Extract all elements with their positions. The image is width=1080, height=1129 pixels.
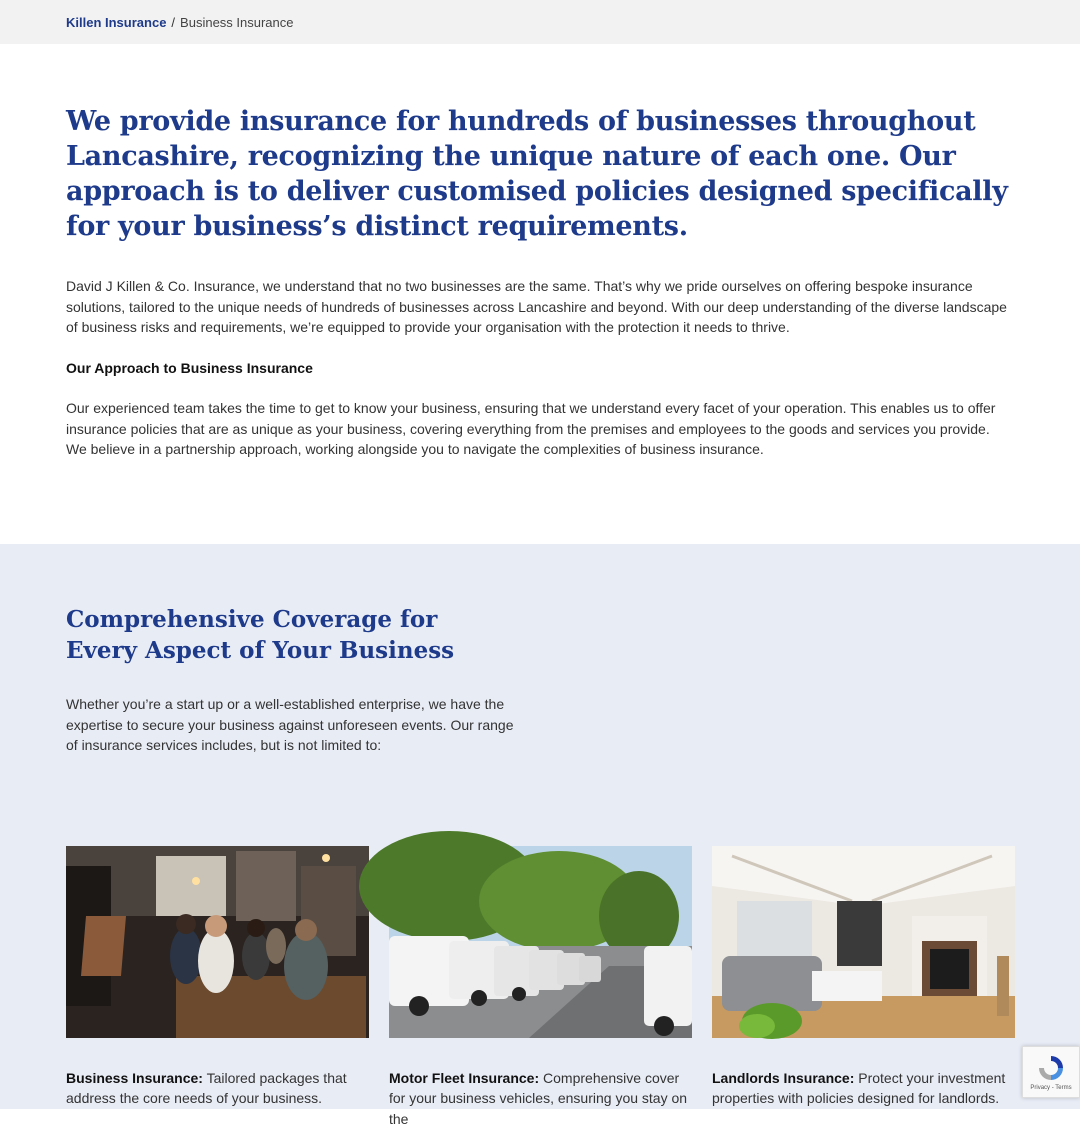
coverage-heading: Comprehensive Coverage for Every Aspect of Your Business [66,604,506,666]
breadcrumb-separator: / [171,15,175,30]
service-card-caption: Landlords Insurance: Protect your investment properties with policies designed for landlords. [712,1068,1015,1109]
business-meeting-image [66,846,369,1038]
service-card-motor-fleet[interactable] [389,846,692,1129]
service-card-landlords[interactable] [712,846,1015,1129]
coverage-description: Whether you’re a start up or a well-established enterprise, we have the expertise to secure your business against unforeseen events. Our range of insurance services includes, but is not limited to: [66,694,526,756]
living-room-image [712,846,1015,1038]
recaptcha-badge[interactable] [1022,1046,1080,1098]
intro-section [0,44,1080,544]
breadcrumb [0,0,1080,44]
approach-subheading: Our Approach to Business Insurance [66,358,1014,379]
approach-paragraph: Our experienced team takes the time to get to know your business, ensuring that we understand every facet of your operation. This enables us to offer insurance policies that are as unique as your business, covering everything from the premises and employees to the goods and services you provide. We believe in a partnership approach, working alongside you to navigate the complexities of business insurance. [66,398,1014,460]
intro-paragraph: David J Killen & Co. Insurance, we understand that no two businesses are the same. That’s why we pride ourselves on offering bespoke insurance solutions, tailored to the unique needs of hundreds of businesses across Lancashire and beyond. With our deep understanding of the diverse landscape of business risks and requirements, we’re equipped to provide your organisation with the protection it needs to thrive. [66,276,1014,338]
page-title: We provide insurance for hundreds of businesses throughout Lancashire, recognizing the unique nature of each one. Our approach is to deliver customised policies designed specifically for your business’s distinct requirements. [66,104,1014,244]
coverage-section [0,544,1080,1109]
service-card-caption: Business Insurance: Tailored packages that address the core needs of your business. [66,1068,369,1109]
service-card-caption: Motor Fleet Insurance: Comprehensive cover for your business vehicles, ensuring you stay on the [389,1068,692,1129]
breadcrumb-current: Business Insurance [180,15,293,30]
breadcrumb-home-link[interactable]: Killen Insurance [66,15,166,30]
vans-fleet-image [389,846,692,1038]
service-card-business[interactable] [66,846,369,1129]
service-cards [66,846,1014,1129]
recaptcha-icon [1036,1053,1066,1083]
recaptcha-links[interactable]: Privacy - Terms [1030,1085,1071,1091]
